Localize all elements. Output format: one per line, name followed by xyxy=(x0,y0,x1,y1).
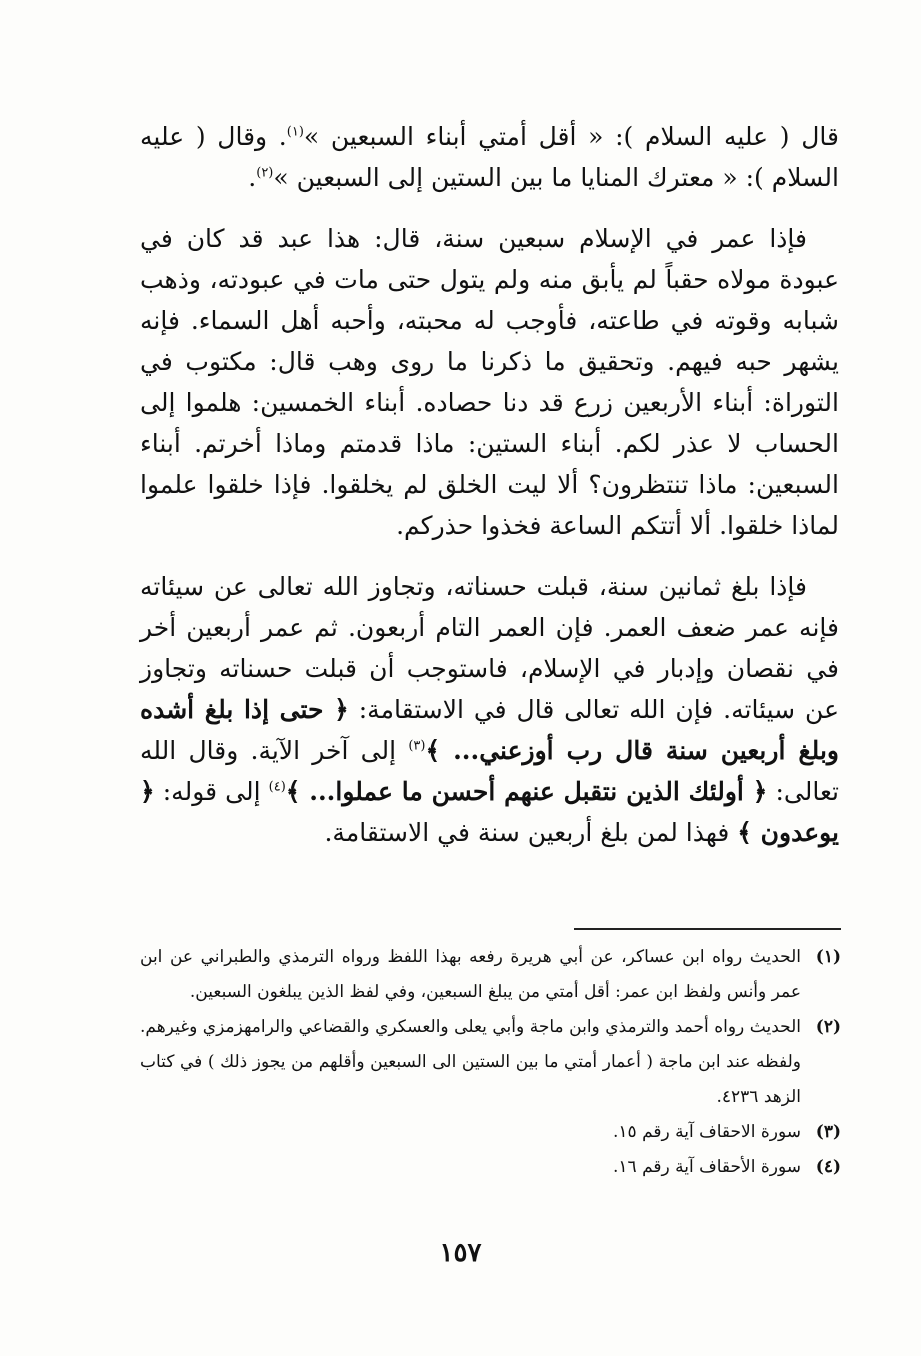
footnote-text: الحديث رواه أحمد والترمذي وابن ماجة وأبي يعلى والعسكري والقضاعي والرامهزمزي وغيرهم. ولفظه عند ابن ماجة ( أعمار أمتي ما بين الستين الى السبعين وأقلهم من يجوز ذلك ) في كتاب الزهد ٤٢٣٦. xyxy=(140,1017,801,1107)
footnote-number: (٣) xyxy=(815,1122,841,1142)
footnote xyxy=(140,1115,841,1150)
footnote-number: (١) xyxy=(815,947,841,967)
text-run: فإذا عمر في الإسلام سبعين سنة، قال: هذا عبد قد كان في عبودة مولاه حقباً لم يأبق منه ولم يتول حتى مات في عبودته، وذهب شبابه وقوته في طاعته، فأوجب له محبته، وأحبه أهل السماء. فإنه يشهر حبه فيهم. وتحقيق ما ذكرنا ما روى وهب قال: مكتوب في التوراة: أبناء الأربعين زرع قد دنا حصاده. أبناء الخمسين: هلموا إلى الحساب لا عذر لكم. أبناء الستين: ماذا قدمتم وماذا أخرتم. أبناء السبعين: ماذا تنتظرون؟ ألا ليت الخلق لم يخلقوا. فإذا خلقوا علموا لماذا خلقوا. ألا أتتكم الساعة فخذوا حذركم. xyxy=(140,224,839,540)
page-number: ١٥٧ xyxy=(439,1238,482,1268)
footnote xyxy=(140,940,841,1010)
paragraph xyxy=(140,566,839,853)
footnote-separator xyxy=(574,928,841,930)
footnote-text: سورة الاحقاف آية رقم ١٥. xyxy=(613,1122,801,1142)
text-run: إلى قوله: xyxy=(154,777,269,806)
text-run: . xyxy=(248,163,257,192)
quran-quote: ﴿ حتى إذا بلغ أشده وبلغ أربعين سنة قال رب أوزعني... ﴾ xyxy=(140,695,839,765)
footnote-reference: (١) xyxy=(286,124,304,140)
footnote-number: (٢) xyxy=(815,1017,841,1037)
quran-quote: ﴿ أولئك الذين نتقبل عنهم أحسن ما عملوا... ﴾ xyxy=(285,777,768,806)
footnote xyxy=(140,1150,841,1185)
text-run: فإذا بلغ ثمانين سنة، قبلت حسناته، وتجاوز الله تعالى عن سيئاته فإنه عمر ضعف العمر. فإن العمر التام أربعون. ثم عمر أربعين أخر في نقصان وإدبار في الإسلام، فاستوجب أن قبلت حسناته وتجاوز عن سيئاته. فإن الله تعالى قال في الاستقامة: xyxy=(140,572,839,724)
quran-quote: ﴿ يوعدون ﴾ xyxy=(140,777,839,847)
footnote-number: (٤) xyxy=(815,1157,841,1177)
paragraph xyxy=(140,116,839,198)
footnote-reference: (٤) xyxy=(268,779,286,795)
text-run: إلى آخر الآية. وقال الله تعالى: xyxy=(140,736,839,806)
footnote xyxy=(140,1010,841,1115)
paragraph xyxy=(140,218,839,546)
text-run: . وقال ( عليه السلام ): « معترك المنايا ما بين الستين إلى السبعين » xyxy=(140,122,839,192)
text-run: فهذا لمن بلغ أربعين سنة في الاستقامة. xyxy=(324,818,738,847)
footnote-reference: (٣) xyxy=(408,738,426,754)
footnotes xyxy=(140,940,841,1185)
footnote-reference: (٢) xyxy=(256,165,274,181)
main-text xyxy=(140,116,839,873)
footnote-text: الحديث رواه ابن عساكر، عن أبي هريرة رفعه بهذا اللفظ ورواه الترمذي والطبراني عن ابن عمر وأنس ولفظ ابن عمر: أقل أمتي من يبلغ السبعين، وفي لفظ الذين يبلغون السبعين. xyxy=(140,947,801,1002)
footnote-text: سورة الأحقاف آية رقم ١٦. xyxy=(613,1157,801,1177)
text-run: قال ( عليه السلام ): « أقل أمتي أبناء السبعين » xyxy=(303,122,839,151)
